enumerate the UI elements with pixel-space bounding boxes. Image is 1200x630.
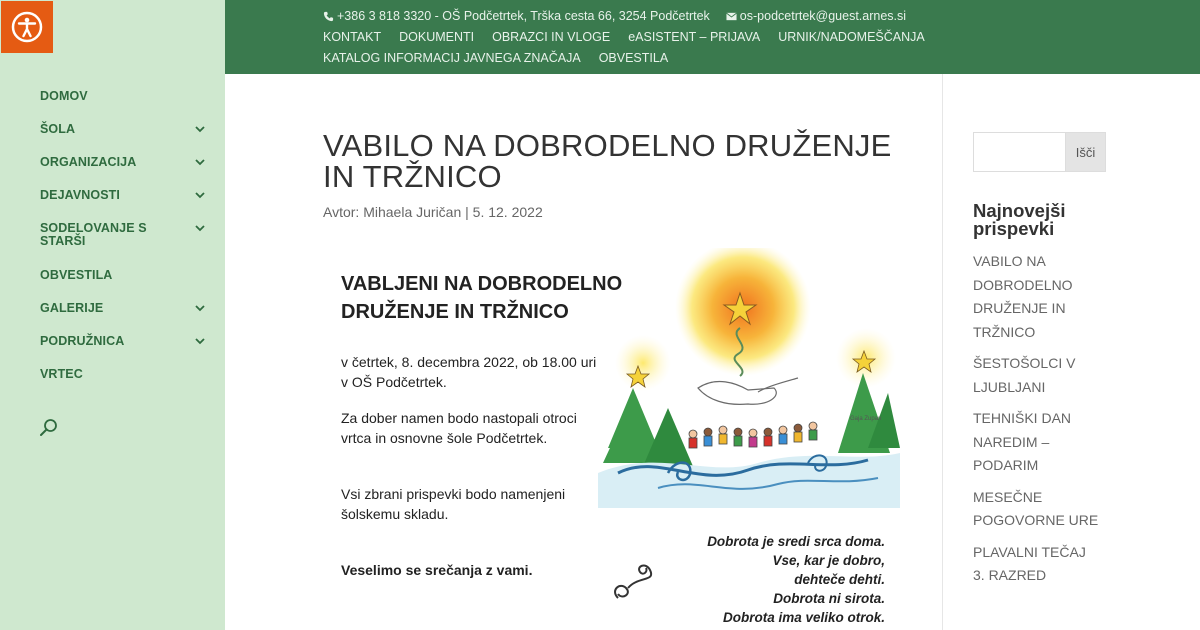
invitation-poster	[323, 248, 900, 630]
quote-line: Dobrota ima veliko otrok.	[722, 610, 885, 625]
right-sidebar	[973, 132, 1113, 596]
accessibility-button[interactable]	[1, 1, 53, 53]
nav-item-label: PODRUŽNICA	[40, 334, 125, 348]
email-text: os-podcetrtek@guest.arnes.si	[739, 9, 907, 23]
chevron-down-icon[interactable]	[194, 302, 206, 314]
top-nav-obrazci[interactable]: OBRAZCI IN VLOGE	[492, 30, 611, 44]
poster-quote	[625, 532, 885, 627]
nav-item-galerije[interactable]	[40, 302, 210, 335]
quote-line: Vse, kar je dobro,	[772, 553, 885, 568]
main-nav	[40, 90, 210, 401]
accessibility-icon	[10, 10, 44, 44]
nav-item-obvestila[interactable]	[40, 269, 210, 302]
nav-item-dejavnosti[interactable]	[40, 189, 210, 222]
nav-item-label: OBVESTILA	[40, 268, 113, 282]
chevron-down-icon[interactable]	[194, 222, 206, 234]
nav-item-vrtec[interactable]	[40, 368, 210, 401]
nav-item-domov[interactable]	[40, 90, 210, 123]
recent-post-link[interactable]: ŠESTOŠOLCI V LJUBLJANI	[973, 355, 1076, 395]
poster-performers: Za dober namen bodo nastopali otroci vrtca in osnovne šole Podčetrtek.	[341, 410, 577, 446]
nav-item-podruznica[interactable]	[40, 335, 210, 368]
contact-info	[323, 9, 906, 23]
top-nav-obvestila[interactable]: OBVESTILA	[598, 51, 669, 65]
poster-closing: Veselimo se srečanja z vami.	[341, 562, 533, 578]
recent-post-link[interactable]: MESEČNE POGOVORNE URE	[973, 488, 1099, 528]
post-meta: Avtor: Mihaela Juričan | 5. 12. 2022	[323, 204, 543, 220]
mail-icon	[726, 11, 737, 22]
christmas-illustration	[598, 248, 900, 508]
recent-posts-list	[973, 250, 1113, 588]
quote-line: Dobrota je sredi srca doma.	[707, 534, 885, 549]
content-divider	[942, 74, 943, 630]
quote-line: dehteče dehti.	[794, 572, 885, 587]
top-nav-dokumenti[interactable]: DOKUMENTI	[399, 30, 475, 44]
nav-item-label: ORGANIZACIJA	[40, 155, 137, 169]
artist-signature: Gaja Zupan	[850, 416, 882, 422]
chevron-down-icon[interactable]	[194, 123, 206, 135]
nav-item-label: ŠOLA	[40, 122, 76, 136]
poster-date: v četrtek, 8. decembra 2022, ob 18.00 uri	[341, 354, 597, 370]
poster-heading: VABLJENI NA DOBRODELNO DRUŽENJE IN TRŽNICO	[341, 273, 623, 323]
search-form	[973, 132, 1113, 172]
top-nav-urnik[interactable]: URNIK/NADOMEŠČANJA	[778, 30, 925, 44]
chevron-down-icon[interactable]	[194, 335, 206, 347]
search-button[interactable]: Išči	[1065, 132, 1106, 172]
email-info[interactable]	[726, 9, 906, 23]
recent-post-link[interactable]: VABILO NA DOBRODELNO DRUŽENJE IN TRŽNICO	[973, 253, 1073, 340]
phone-address-text: +386 3 818 3320 - OŠ Podčetrtek, Trška cesta 66, 3254 Podčetrtek	[337, 9, 710, 23]
search-input[interactable]	[973, 132, 1065, 172]
recent-post-link[interactable]: PLAVALNI TEČAJ 3. RAZRED	[973, 543, 1086, 583]
nav-item-label: GALERIJE	[40, 301, 104, 315]
recent-posts-title: Najnovejši prispevki	[973, 200, 1066, 239]
nav-item-label: VRTEC	[40, 367, 83, 381]
top-nav	[323, 30, 943, 66]
search-icon[interactable]	[39, 418, 59, 438]
post-header	[323, 130, 923, 220]
quote-line: Dobrota ni sirota.	[773, 591, 885, 606]
chevron-down-icon[interactable]	[194, 189, 206, 201]
poster-donations: Vsi zbrani prispevki bodo namenjeni šolskemu skladu.	[341, 486, 566, 522]
top-nav-kontakt[interactable]: KONTAKT	[323, 30, 382, 44]
nav-item-sodelovanje[interactable]	[40, 222, 210, 269]
post-title: VABILO NA DOBRODELNO DRUŽENJE IN TRŽNICO	[323, 128, 892, 194]
nav-item-label: DEJAVNOSTI	[40, 188, 120, 202]
top-nav-katalog[interactable]: KATALOG INFORMACIJ JAVNEGA ZNAČAJA	[323, 51, 581, 65]
phone-info	[323, 9, 710, 23]
chevron-down-icon[interactable]	[194, 156, 206, 168]
nav-item-label: DOMOV	[40, 89, 88, 103]
sidebar	[0, 0, 225, 630]
nav-item-sola[interactable]	[40, 123, 210, 156]
top-nav-easistent[interactable]: eASISTENT – PRIJAVA	[628, 30, 761, 44]
top-header	[225, 0, 1200, 74]
poster-location: v OŠ Podčetrtek.	[341, 374, 447, 390]
nav-item-label: SODELOVANJE S STARŠI	[40, 221, 147, 248]
recent-post-link[interactable]: TEHNIŠKI DAN NAREDIM – PODARIM	[973, 410, 1072, 473]
phone-icon	[323, 11, 334, 22]
nav-item-organizacija[interactable]	[40, 156, 210, 189]
